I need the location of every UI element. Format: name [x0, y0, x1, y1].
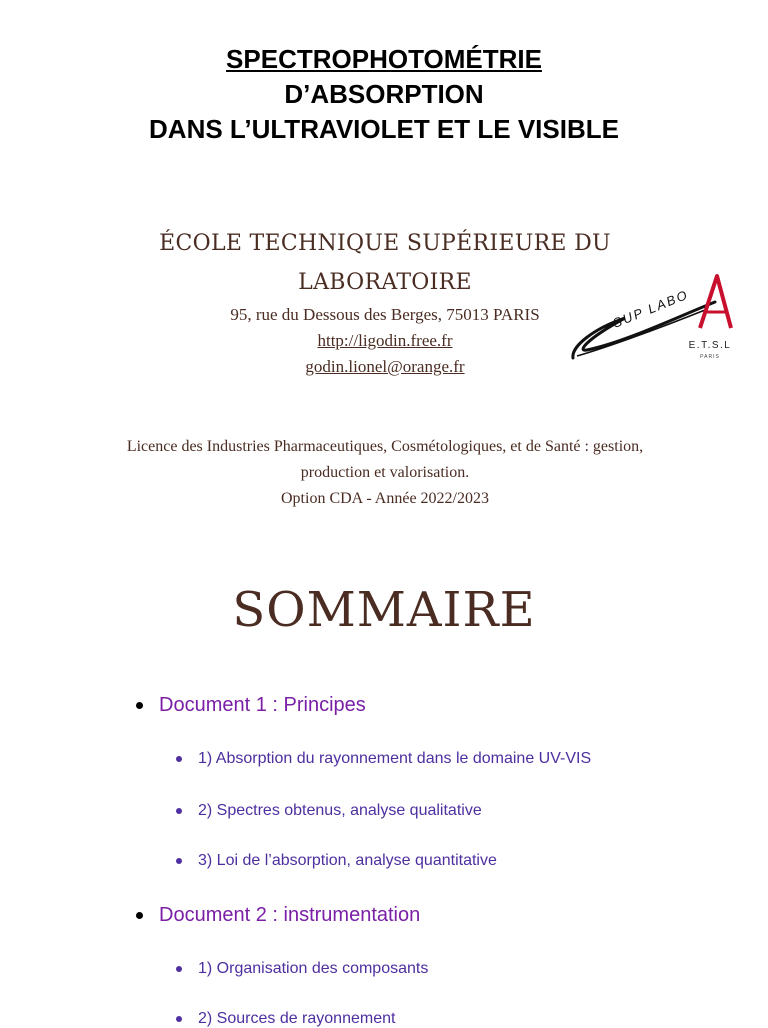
sommaire-heading: SOMMAIRE: [232, 582, 536, 638]
licence-info: [40, 434, 730, 512]
toc-subitem-label: 2) Spectres obtenus, analyse qualitative: [198, 802, 482, 819]
toc-subitem[interactable]: [176, 852, 497, 870]
toc-item-label: Document 1 : Principes: [159, 694, 366, 716]
address: 95, rue du Dessous des Berges, 75013 PARIS: [230, 305, 540, 324]
logo-text: SUP LABO: [610, 286, 691, 331]
document-title: [0, 42, 768, 147]
bullet-icon: [136, 912, 143, 919]
toc-subitem-label: 1) Absorption du rayonnement dans le domaine UV-VIS: [198, 750, 592, 767]
email-link[interactable]: godin.lionel@orange.fr: [305, 357, 465, 376]
school-name-line-1: ÉCOLE TECHNIQUE SUPÉRIEURE DU: [159, 231, 611, 256]
licence-line-1: Licence des Industries Pharmaceutiques, Cosmétologiques, et de Santé : gestion,: [126, 438, 644, 455]
licence-line-2: production et valorisation.: [300, 464, 470, 481]
toc-subitem[interactable]: [176, 960, 428, 978]
bullet-icon: [176, 858, 182, 864]
toc-subitem-label: 1) Organisation des composants: [198, 960, 429, 977]
toc-subitem-label: 2) Sources de rayonnement: [198, 1010, 396, 1027]
bullet-icon: [176, 1016, 182, 1022]
title-line-3: DANS L’ULTRAVIOLET ET LE VISIBLE: [149, 114, 619, 144]
toc-item-label: Document 2 : instrumentation: [159, 904, 421, 926]
bullet-icon: [176, 756, 182, 762]
toc-subitem[interactable]: [176, 1010, 395, 1028]
bullet-icon: [176, 808, 182, 814]
bullet-icon: [176, 966, 182, 972]
title-line-1: SPECTROPHOTOMÉTRIE: [226, 44, 542, 74]
logo-city: PARIS: [700, 354, 720, 360]
website-link[interactable]: http://ligodin.free.fr: [317, 331, 453, 350]
toc-item-document-2[interactable]: [136, 904, 420, 927]
toc-item-document-1[interactable]: [136, 694, 366, 717]
school-name-line-2: LABORATOIRE: [298, 270, 472, 295]
toc-subitem[interactable]: [176, 750, 591, 768]
contact-block: [180, 302, 590, 380]
logo-subtext: E.T.S.L: [688, 340, 732, 351]
bullet-icon: [136, 702, 143, 709]
sup-labo-logo: [565, 266, 740, 366]
licence-line-3: Option CDA - Année 2022/2023: [281, 490, 489, 507]
title-line-2: D’ABSORPTION: [284, 79, 484, 109]
toc-subitem[interactable]: [176, 802, 482, 820]
toc-subitem-label: 3) Loi de l’absorption, analyse quantitative: [198, 852, 497, 869]
